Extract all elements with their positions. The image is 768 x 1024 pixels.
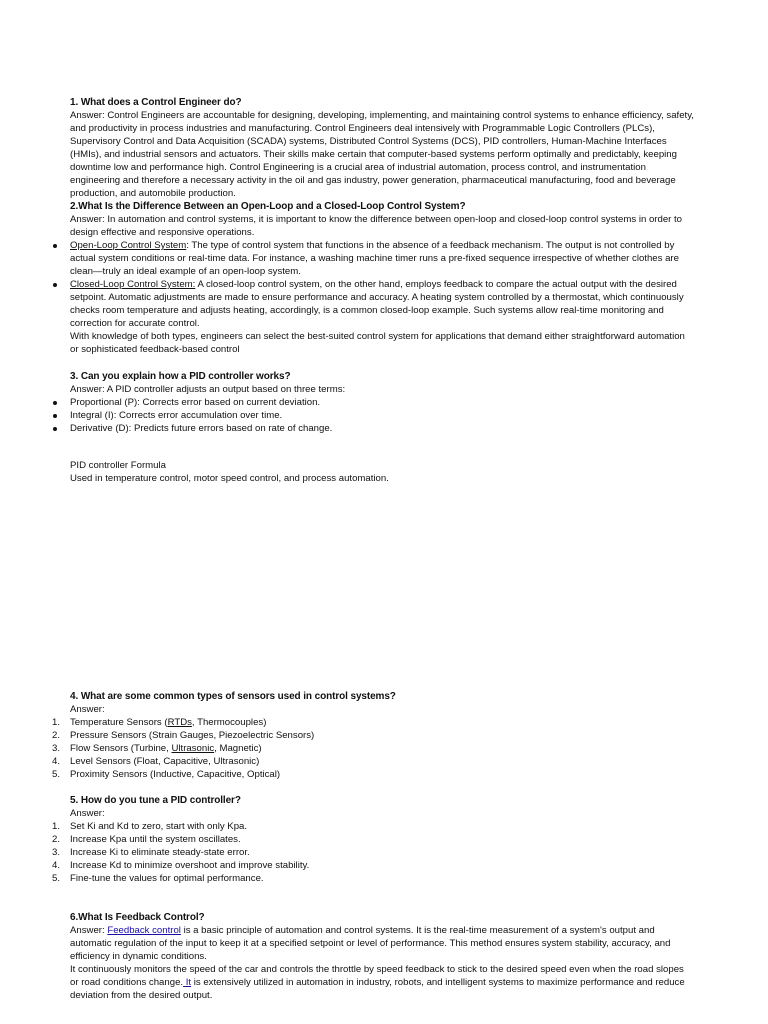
list-item: Integral (I): Corrects error accumulation over time. xyxy=(70,409,695,422)
rtds-term: RTDs xyxy=(167,717,192,728)
pid-usage-text: Used in temperature control, motor speed control, and process automation. xyxy=(70,473,389,484)
sensor-item-text: , Magnetic) xyxy=(214,743,262,754)
step-text: Set Ki and Kd to zero, start with only Kpa. xyxy=(70,821,248,832)
sensor-types-list xyxy=(52,716,695,781)
section-q2 xyxy=(70,200,695,356)
paragraph-text: It continuously monitors the speed of the car and controls the throttle by speed feedback to stick to the desired speed even when the road slopes or road conditions change. xyxy=(70,964,684,988)
section-q6 xyxy=(70,911,695,1002)
sensor-item-text: Pressure Sensors (Strain Gauges, Piezoelectric Sensors) xyxy=(70,730,315,741)
sensor-item-text: Level Sensors (Float, Capacitive, Ultrasonic) xyxy=(70,756,260,767)
list-item: 3. Increase Ki to eliminate steady-state error. xyxy=(52,847,250,858)
it-link[interactable]: It xyxy=(183,977,192,988)
list-item: 5. Proximity Sensors (Inductive, Capacitive, Optical) xyxy=(52,769,281,780)
closed-loop-description: A closed-loop control system, on the other hand, employs feedback to compare the actual output with the desired setpoint. Automatic adjustments are made to ensure performance and accuracy. A heating system controlled by a thermostat, which continuously checks room temperature and adjusts heating, accordingly, is a common closed-loop example. Such systems allow real-time monitoring and correction for accurate control. xyxy=(70,279,684,329)
step-text: Increase Kpa until the system oscillates. xyxy=(70,834,241,845)
list-item: 5. Fine-tune the values for optimal performance. xyxy=(52,873,264,884)
question-6-answer xyxy=(70,924,695,963)
pid-formula-block xyxy=(70,459,695,485)
pid-terms-list xyxy=(70,396,695,435)
list-item: 4. Increase Kd to minimize overshoot and improve stability. xyxy=(52,860,310,871)
list-item xyxy=(70,278,695,330)
list-item: 1. Temperature Sensors (RTDs, Thermocouples) xyxy=(52,717,267,728)
question-5-heading: 5. How do you tune a PID controller? xyxy=(70,795,241,806)
pid-formula-label: PID controller Formula xyxy=(70,460,166,471)
sensor-item-text: , Thermocouples) xyxy=(191,717,267,728)
section-q5 xyxy=(52,794,695,885)
question-6-heading: 6.What Is Feedback Control? xyxy=(70,912,205,923)
question-2-summary: With knowledge of both types, engineers can select the best-suited control system for applications that demand either straightforward automation or sophisticated feedback-based control xyxy=(70,331,685,355)
open-loop-description: : The type of control system that functions in the absence of a feedback mechanism. The output is not controlled by actual system conditions or real-time data. For instance, a washing machine timer runs a pre-fixed sequence irrespective of whether clothes are clean—truly an ideal example of an open-loop system. xyxy=(70,240,679,277)
answer-prefix: Answer: xyxy=(70,925,108,936)
sensor-item-text: Proximity Sensors (Inductive, Capacitive, Optical) xyxy=(70,769,281,780)
question-1-heading: 1. What does a Control Engineer do? xyxy=(70,97,242,108)
closed-loop-term: Closed-Loop Control System: xyxy=(70,279,196,290)
loop-types-list xyxy=(70,239,695,330)
step-text: Fine-tune the values for optimal performance. xyxy=(70,873,264,884)
question-4-heading: 4. What are some common types of sensors used in control systems? xyxy=(70,691,396,702)
list-item: 4. Level Sensors (Float, Capacitive, Ultrasonic) xyxy=(52,756,260,767)
question-5-answer-label: Answer: xyxy=(70,808,105,819)
answer-text: is a basic principle of automation and control systems. It is the real-time measurement of a system's output and automatic regulation of the input to keep it at a specified setpoint or level of performance. This method ensures system stability, accuracy, and efficiency in dynamic conditions. xyxy=(70,925,671,962)
section-q3 xyxy=(70,370,695,435)
question-4-answer-label: Answer: xyxy=(70,704,105,715)
ultrasonic-term: Ultrasonic xyxy=(171,743,215,754)
sensor-item-text: Temperature Sensors ( xyxy=(70,717,168,728)
list-item: Derivative (D): Predicts future errors based on rate of change. xyxy=(70,422,695,435)
question-3-heading: 3. Can you explain how a PID controller works? xyxy=(70,371,291,382)
list-item: 3. Flow Sensors (Turbine, Ultrasonic, Magnetic) xyxy=(52,743,262,754)
section-q4 xyxy=(52,690,695,781)
open-loop-term: Open-Loop Control System xyxy=(70,240,187,251)
step-text: Increase Kd to minimize overshoot and improve stability. xyxy=(70,860,310,871)
question-6-paragraph-2 xyxy=(70,963,695,1002)
list-item: 1. Set Ki and Kd to zero, start with only Kpa. xyxy=(52,821,248,832)
paragraph-text: is extensively utilized in automation in industry, robots, and intelligent systems to maximize performance and reduce deviation from the desired output. xyxy=(70,977,685,1001)
sensor-item-text: Flow Sensors (Turbine, xyxy=(70,743,172,754)
question-1-answer: Answer: Control Engineers are accountable for designing, developing, implementing, and maintaining control systems to enhance efficiency, safety, and productivity in process industries and manufacturing. Control Engineers deal intensively with Programmable Logic Controllers (PLCs), Supervisory Control and Data Acquisition (SCADA) systems, Distributed Control Systems (DCS), PID controllers, Human-Machine Interfaces (HMIs), and industrial sensors and actuators. Their skills make certain that computer-based systems perform optimally and predictably, keeping downtime low and performance high. Control Engineering is a crucial area of industrial automation, process control, and instrumentation engineering and therefore a necessary activity in the oil and gas industry, power generation, pharmaceutical manufacturing, food and beverage production, and automobile production. xyxy=(70,110,694,199)
list-item xyxy=(70,239,695,278)
list-item: 2. Pressure Sensors (Strain Gauges, Piezoelectric Sensors) xyxy=(52,730,315,741)
question-3-intro: Answer: A PID controller adjusts an output based on three terms: xyxy=(70,384,346,395)
list-item: Proportional (P): Corrects error based on current deviation. xyxy=(70,396,695,409)
step-text: Increase Ki to eliminate steady-state error. xyxy=(70,847,250,858)
pid-tuning-steps-list xyxy=(52,820,695,885)
question-2-heading: 2.What Is the Difference Between an Open-Loop and a Closed-Loop Control System? xyxy=(70,201,466,212)
question-2-answer: Answer: In automation and control systems, it is important to know the difference between open-loop and closed-loop control systems in order to design effective and responsive operations. xyxy=(70,214,683,238)
section-q1 xyxy=(70,96,695,200)
list-item: 2. Increase Kpa until the system oscillates. xyxy=(52,834,241,845)
feedback-control-link[interactable]: Feedback control xyxy=(107,925,181,936)
